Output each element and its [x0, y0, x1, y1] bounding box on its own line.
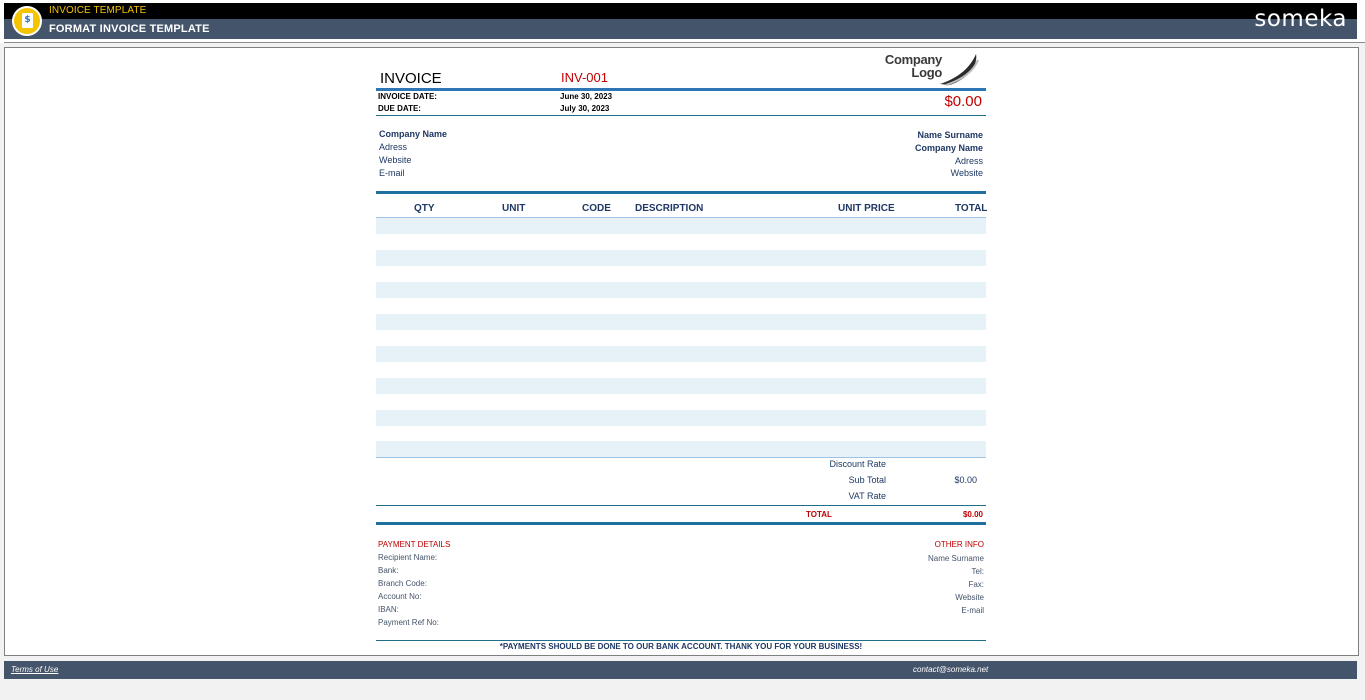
- column-header-unit: UNIT: [502, 203, 526, 214]
- footer-bar: [4, 661, 1357, 679]
- seller-website[interactable]: Website: [379, 155, 412, 165]
- table-row[interactable]: [376, 250, 986, 266]
- contact-email[interactable]: contact@someka.net: [913, 665, 989, 674]
- due-date-value[interactable]: July 30, 2023: [560, 104, 610, 113]
- summary-rule: [376, 505, 986, 506]
- subtotal-label: Sub Total: [848, 475, 886, 485]
- payment-details-title: PAYMENT DETAILS: [378, 540, 451, 549]
- column-header-unit-price: UNIT PRICE: [838, 203, 895, 214]
- page-title: FORMAT INVOICE TEMPLATE: [49, 23, 210, 35]
- note-rule: [376, 640, 986, 641]
- other-fax-label: Fax:: [968, 580, 984, 589]
- buyer-website[interactable]: Website: [950, 168, 983, 178]
- branch-code-label: Branch Code:: [378, 579, 427, 588]
- invoice-date-value[interactable]: June 30, 2023: [560, 92, 613, 101]
- bank-label: Bank:: [378, 566, 399, 575]
- title-bar-divider: [4, 42, 1365, 43]
- subtotal-value: $0.00: [954, 475, 977, 485]
- buyer-address[interactable]: Adress: [954, 156, 983, 166]
- table-row[interactable]: [376, 410, 986, 426]
- title-bar: [0, 0, 1365, 43]
- app-title: INVOICE TEMPLATE: [49, 5, 147, 16]
- invoice-app-icon: [12, 6, 42, 36]
- other-email[interactable]: E-mail: [961, 606, 984, 615]
- items-bottom-rule: [376, 457, 986, 458]
- dates-rule: [376, 115, 986, 116]
- someka-logo: someka: [1254, 6, 1347, 32]
- table-row[interactable]: [376, 218, 986, 234]
- company-logo[interactable]: [870, 51, 982, 85]
- other-name[interactable]: Name Surname: [927, 554, 984, 563]
- invoice-number[interactable]: INV-001: [561, 70, 608, 85]
- recipient-name-label: Recipient Name:: [378, 553, 438, 562]
- column-header-description: DESCRIPTION: [635, 203, 704, 214]
- other-tel-label: Tel:: [971, 567, 984, 576]
- document-icon: [22, 13, 33, 28]
- account-no-label: Account No:: [378, 592, 422, 601]
- dollar-icon: $: [24, 15, 31, 25]
- payment-ref-label: Payment Ref No:: [378, 618, 439, 627]
- seller-company[interactable]: Company Name: [379, 129, 448, 139]
- total-value: $0.00: [962, 510, 983, 519]
- column-header-code: CODE: [582, 203, 611, 214]
- invoice-document: [376, 48, 986, 654]
- other-info-title: OTHER INFO: [934, 540, 984, 549]
- table-row[interactable]: [376, 441, 986, 457]
- table-row[interactable]: [376, 378, 986, 394]
- seller-address[interactable]: Adress: [379, 142, 408, 152]
- vat-rate-label: VAT Rate: [848, 491, 886, 501]
- invoice-heading: INVOICE: [380, 70, 442, 87]
- total-rule: [376, 522, 986, 525]
- other-website[interactable]: Website: [955, 593, 984, 602]
- total-label: TOTAL: [806, 510, 832, 519]
- table-row[interactable]: [376, 314, 986, 330]
- items-top-rule: [376, 191, 986, 194]
- header-rule: [376, 88, 986, 91]
- column-header-total: TOTAL: [955, 203, 988, 214]
- logo-text: Company Logo: [884, 52, 942, 80]
- buyer-name[interactable]: Name Surname: [917, 130, 983, 140]
- payment-note: *PAYMENTS SHOULD BE DONE TO OUR BANK ACCOUNT. THANK YOU FOR YOUR BUSINESS!: [499, 642, 863, 651]
- seller-email[interactable]: E-mail: [379, 168, 405, 178]
- buyer-company[interactable]: Company Name: [914, 143, 983, 153]
- invoice-date-label: INVOICE DATE:: [378, 92, 437, 101]
- discount-rate-label: Discount Rate: [829, 459, 886, 469]
- column-header-qty: QTY: [414, 203, 435, 214]
- terms-of-use-link[interactable]: Terms of Use: [11, 665, 59, 674]
- amount-due: $0.00: [944, 93, 982, 110]
- table-row[interactable]: [376, 346, 986, 362]
- table-row[interactable]: [376, 282, 986, 298]
- iban-label: IBAN:: [378, 605, 399, 614]
- due-date-label: DUE DATE:: [378, 104, 421, 113]
- title-bar-top-strip: [4, 3, 1357, 19]
- logo-swoosh-icon: [936, 52, 980, 86]
